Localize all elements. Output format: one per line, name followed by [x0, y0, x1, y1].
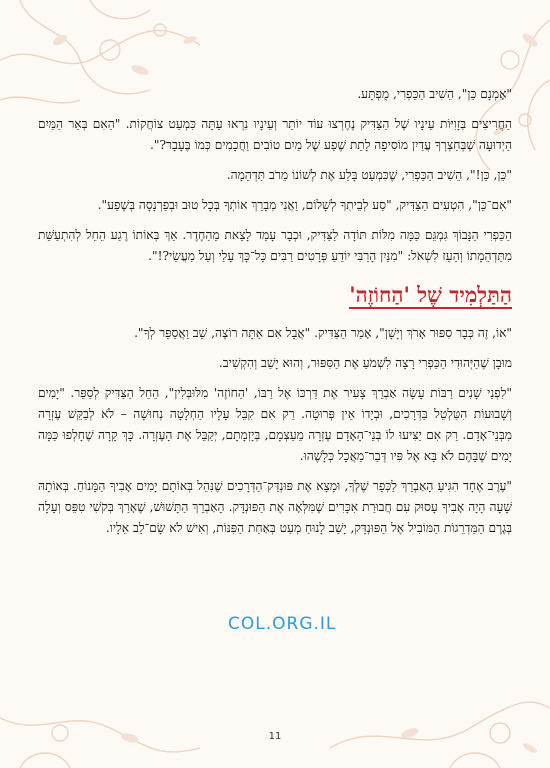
- site-watermark: COL.ORG.IL: [228, 614, 337, 634]
- section-heading-text: הַתַּלְמִיד שֶׁל 'הַחוֹזֶה': [349, 282, 512, 307]
- story-text: [38, 84, 512, 548]
- floral-ornament-bottom-left: [0, 688, 200, 768]
- paragraph: "לִפְנֵי שָׁנִים רַבּוֹת עָשָׂה אַבְרֵךְ צָעִיר אֶת דַּרְכּוֹ אֶל רַבּוֹ, 'הַחוֹזֶה' מִלּוּבְּלִין", הֵחֵל הַצַּדִּיק לְסַפֵּר. "יָמִים וְשָׁבוּעוֹת הִטַּלְטֵל בַּדְּרָכִים, וּבְיָדוֹ אֵין פְּרוּטָה. רַק אִם קִבֵּל עָלָיו הַחְלָטָה נְחוּשָׁה – לֹא לְבַקֵּשׁ עֶזְרָה מִבְּנֵי־אָדָם. רַק אִם יַצִּיעוּ לוֹ בְּנֵי־הָאָדָם עֶזְרָה מֵעַצְמָם, בְּיָזְמָתָם, יְקַבֵּל אֶת הָעֶזְרָה. כָּךְ קָרָה שֶׁחָלְפוּ כַּמָּה יָמִים שֶׁבָּהֶם לֹא בָּא אֶל פִּיו דְּבַר־מַאֲכָל כְּלָשֶׁהוּ.: [38, 386, 512, 463]
- paragraph: "אָמְנָם כֵּן", הֵשִׁיב הַכַּפְרִי, מֻפְתָּע.: [357, 87, 512, 101]
- paragraph: מוּבָן שֶׁהַיְּהוּדִי הַכַּפְרִי רָצָה לִשְׁמֹעַ אֶת הַסִּפּוּר, וְהוּא יָשַׁב וְהִקְשִׁיב.: [218, 356, 512, 370]
- paragraph: הַכַּפְרִי הַנָּבוֹךְ גִּמְגֵּם כַּמָּה מִלּוֹת תּוֹדָה לַצַּדִּיק, וּכְבָר עָמַד לָצֵאת מֵהַחֶדֶר. אַךְ בְּאוֹתוֹ רֶגַע הֵחֵל לְהִתְעַשֵּׁת מִתַּדְהֵמָתוֹ וְהֵעֵז לִשְׁאֹל: "מִנַּיִן הָרַבִּי יוֹדֵעַ פְּרָטִים רַבִּים כָּל־כָּךְ עָלַי וְעַל מַעֲשַׂי?!".: [38, 228, 512, 263]
- paragraph: "עֶרֶב אֶחָד הִגִּיעַ הָאַבְרֵךְ לַכְּפָר שֶׁלְּךָ, וּמָצָא אֶת פּוּנְדַּק־הַדְּרָכִים שֶׁנִּהֵל בְּאוֹתָם יָמִים אָבִיךָ הַמָּנוֹחַ. בְּאוֹתָהּ שָׁעָה הָיָה אָבִיךָ עָסוּק עִם חֲבוּרַת אִכָּרִים שֶׁמִּלְּאָה אֶת הַפּוּנְדָּק. הָאַבְרֵךְ הַתָּשׁוּשׁ, שֶׁאָרַךְ בְּקֹשִׁי טִפֵּס וְעָלָה בְּגֶרֶם הַמַּדְרֵגוֹת הַמּוֹבִיל אֶל הַפּוּנְדָּק, יָשַׁב לָנוּחַ מְעַט בְּאַחַת הַפִּנּוֹת, וְאִישׁ לֹא שָׂם־לֵב אֵלָיו.: [38, 479, 512, 535]
- paragraph: הַחֲרִיצִים בְּזָוִיּוֹת עֵינָיו שֶׁל הַצַּדִּיק נֶחֶרְצוּ עוֹד יוֹתֵר וְעֵינָיו נִרְאוּ עַתָּה כִּמְעַט צוֹחֲקוֹת. "הַאִם בְּאֵר הַמַּיִם הַיְדוּעָה שֶׁבְּחַצְרְךָ עֲדַיִן מוֹסִיפָה לָתֵת שֶׁפַע שֶׁל מַיִם טוֹבִים וַחֲכָמִים כְּמוֹ בֶּעָבָר?".: [38, 117, 512, 152]
- paragraph: "אוֹ, זֶה כְּבָר סִפּוּר אָרֹךְ וְיָשָׁן", אָמַר הַצַּדִּיק. "אֲבָל אִם אַתָּה רוֹצֶה, שֵׁב וַאֲסַפֵּר לְךָ".: [134, 326, 512, 340]
- page-number: 11: [268, 731, 282, 742]
- paragraph: "כֵּן, כֵּן!", הֵשִׁיב הַכַּפְרִי, שֶׁכִּמְעַט בָּלַע אֶת לְשׁוֹנוֹ מֵרֹב תַּדְהֵמָה.: [226, 168, 512, 182]
- paragraph: "אִם־כֵּן", הִטְעִים הַצַּדִּיק, "סַע לְבֵיתְךָ לְשָׁלוֹם, וַאֲנִי מְבָרֵךְ אוֹתְךָ בְּכָל טוּב וּבְפַרְנָסָה בְּשֶׁפַע".: [97, 198, 512, 212]
- floral-ornament-bottom-right: [330, 678, 550, 768]
- section-heading: [38, 281, 512, 309]
